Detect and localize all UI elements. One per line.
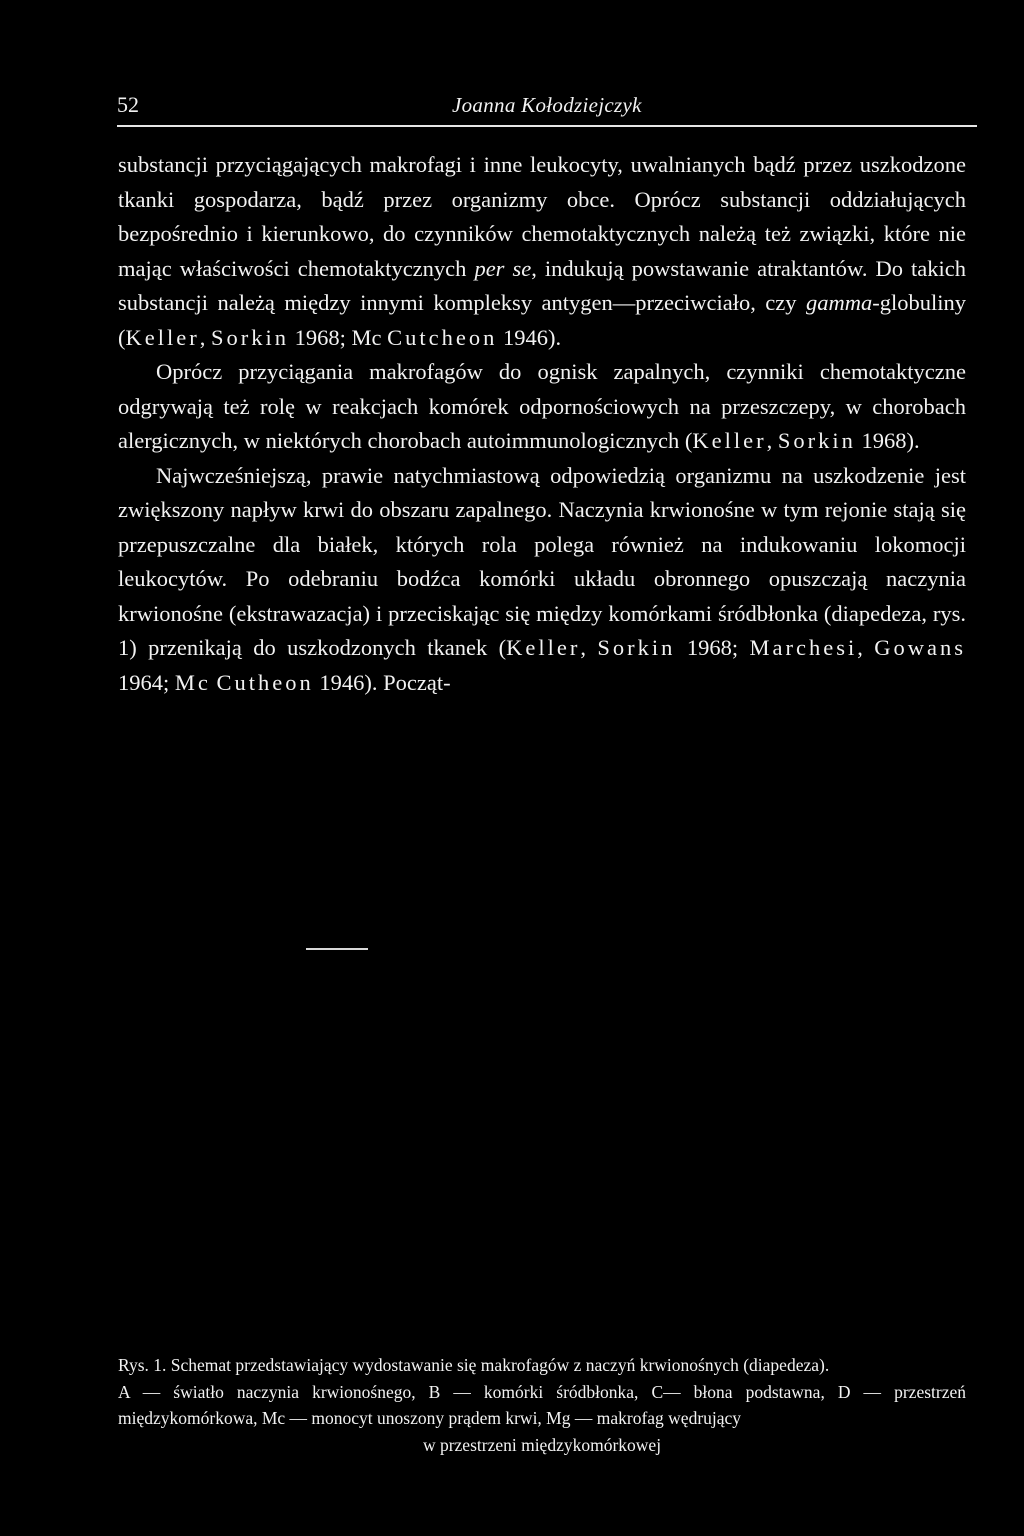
author-name: Cutheon <box>216 669 314 695</box>
author-name: Sorkin <box>777 428 856 453</box>
caption-line-3: w przestrzeni międzykomórkowej <box>422 1434 662 1455</box>
running-head: Joanna Kołodziejczyk <box>452 93 642 117</box>
author-name: Keller <box>692 428 767 453</box>
author-name: Mc <box>174 669 211 695</box>
body-text <box>118 148 966 700</box>
author-name: Sorkin <box>210 324 289 350</box>
author-name: Keller <box>506 635 581 660</box>
author-name: Cutcheon <box>387 324 498 350</box>
author-name: Sorkin <box>597 635 676 660</box>
figure-divider <box>306 948 368 950</box>
page-header <box>117 91 977 127</box>
caption-line-2: A — światło naczynia krwionośnego, B — komórki śródbłonka, C— błona podstawna, D — przestrzeń międzykomórkowa, Mc — monocyt unoszony prądem krwi, Mg — makrofag wędrujący <box>118 1381 966 1428</box>
caption-line-1: Rys. 1. Schemat przedstawiający wydostawanie się makrofagów z naczyń krwionośnych (diapedeza). <box>118 1355 830 1375</box>
paragraph-1: substancji przyciągających makrofagi i inne leukocyty, uwalnianych bądź przez uszkodzone tkanki gospodarza, bądź przez organizmy obce. Oprócz substancji oddziałujących bezpośrednio i kierunkowo, do czynników chemotaktycznych należą też związki, które nie mając właściwości chemotaktycznych per se, indukują powstawanie atraktantów. Do takich substancji należą między innymi kompleksy antygen—przeciwciało, czy gamma-globuliny (Keller, Sorkin 1968; Mc Cutcheon 1946). <box>118 152 966 350</box>
author-name: Keller <box>125 324 200 350</box>
page-number: 52 <box>117 92 139 117</box>
paragraph-3: Najwcześniejszą, prawie natychmiastową odpowiedzią organizmu na uszkodzenie jest zwiększony napływ krwi do obszaru zapalnego. Naczynia krwionośne w tym rejonie stają się przepuszczalne dla białek, których rola polega również na indukowaniu lokomocji leukocytów. Po odebraniu bodźca komórki układu obronnego opuszczają naczynia krwionośne (ekstrawazacja) i przeciskając się między komórkami śródbłonka (diapedeza, rys. 1) przenikają do uszkodzonych tkanek (Keller, Sorkin 1968; Marchesi, Gowans 1964; Mc Cutheon 1946). Począt- <box>118 462 966 695</box>
author-name: Marchesi <box>749 635 858 660</box>
author-name: Gowans <box>874 635 966 660</box>
figure-caption <box>118 1352 966 1458</box>
paragraph-2: Oprócz przyciągania makrofagów do ognisk zapalnych, czynniki chemotaktyczne odgrywają też rolę w reakcjach komórek odpornościowych na przeszczepy, w chorobach alergicznych, w niektórych chorobach autoimmunologicznych (Keller, Sorkin 1968). <box>118 359 966 453</box>
